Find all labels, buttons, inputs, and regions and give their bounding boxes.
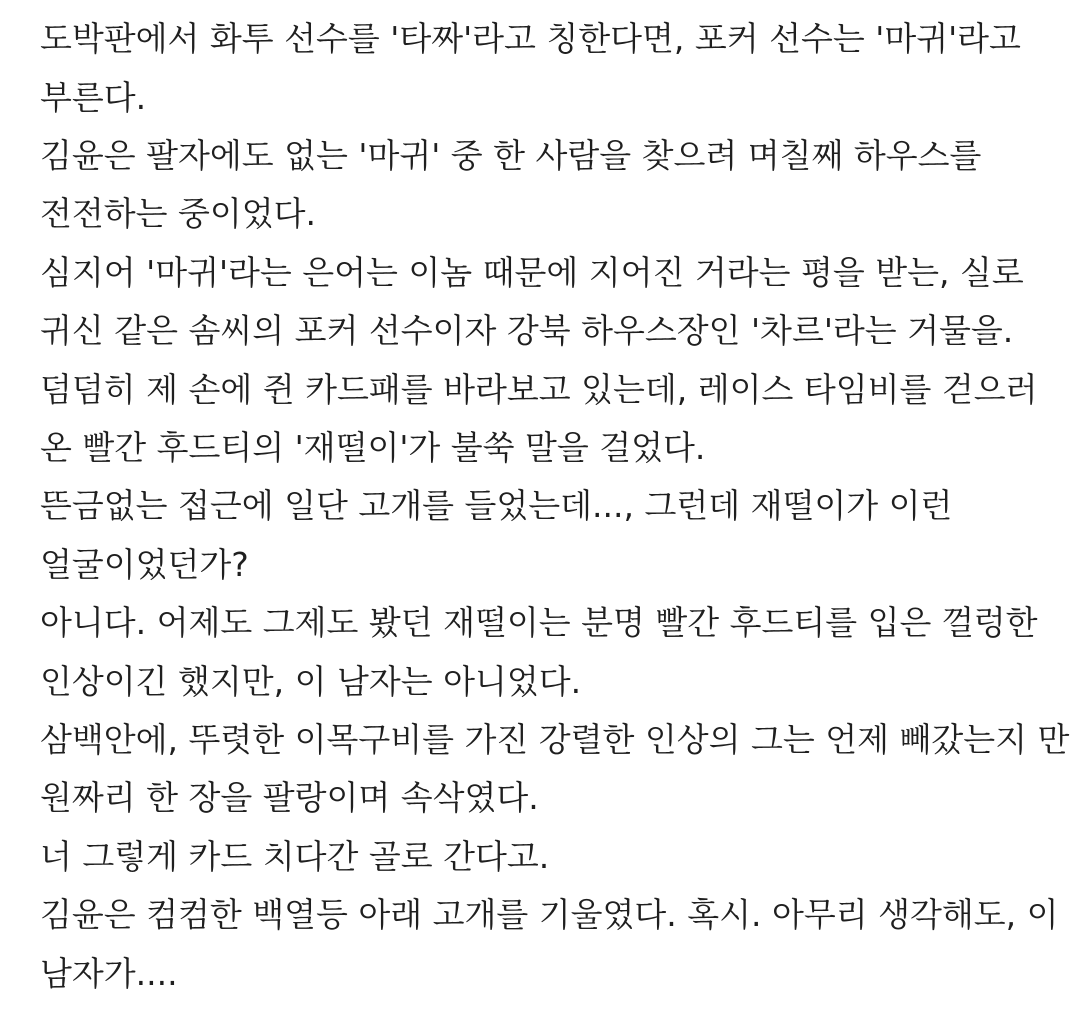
text-line: 너 그렇게 카드 치다간 골로 간다고. [40, 837, 550, 876]
text-line: 삼백안에, 뚜렷한 이목구비를 가진 강렬한 인상의 그는 언제 빼갔는지 만 [40, 720, 1070, 759]
text-line: 귀신 같은 솜씨의 포커 선수이자 강북 하우스장인 '차르'라는 거물을. [40, 311, 1014, 350]
text-line: 심지어 '마귀'라는 은어는 이놈 때문에 지어진 거라는 평을 받는, 실로 [40, 253, 1024, 292]
text-line: 아니다. 어제도 그제도 봤던 재떨이는 분명 빨간 후드티를 입은 껄렁한 [40, 603, 1038, 642]
text-line: 김윤은 팔자에도 없는 '마귀' 중 한 사람을 찾으려 며칠째 하우스를 [40, 136, 982, 175]
text-line: 김윤은 컴컴한 백열등 아래 고개를 기울였다. 혹시. 아무리 생각해도, 이 [40, 895, 1059, 934]
text-line: 남자가.... [40, 954, 178, 993]
text-line: 얼굴이었던가? [40, 545, 249, 584]
text-line: 원짜리 한 장을 팔랑이며 속삭였다. [40, 778, 539, 817]
text-line: 도박판에서 화투 선수를 '타짜'라고 칭한다면, 포커 선수는 '마귀'라고 [40, 19, 1021, 58]
text-line: 인상이긴 했지만, 이 남자는 아니었다. [40, 662, 582, 701]
text-line: 온 빨간 후드티의 '재떨이'가 불쑥 말을 걸었다. [40, 428, 706, 467]
text-line: 전전하는 중이었다. [40, 194, 317, 233]
text-line: 부른다. [40, 78, 147, 117]
text-line: 뜬금없는 접근에 일단 고개를 들었는데..., 그런데 재떨이가 이런 [40, 486, 953, 525]
text-line: 덤덤히 제 손에 쥔 카드패를 바라보고 있는데, 레이스 타임비를 걷으러 [40, 370, 1038, 409]
